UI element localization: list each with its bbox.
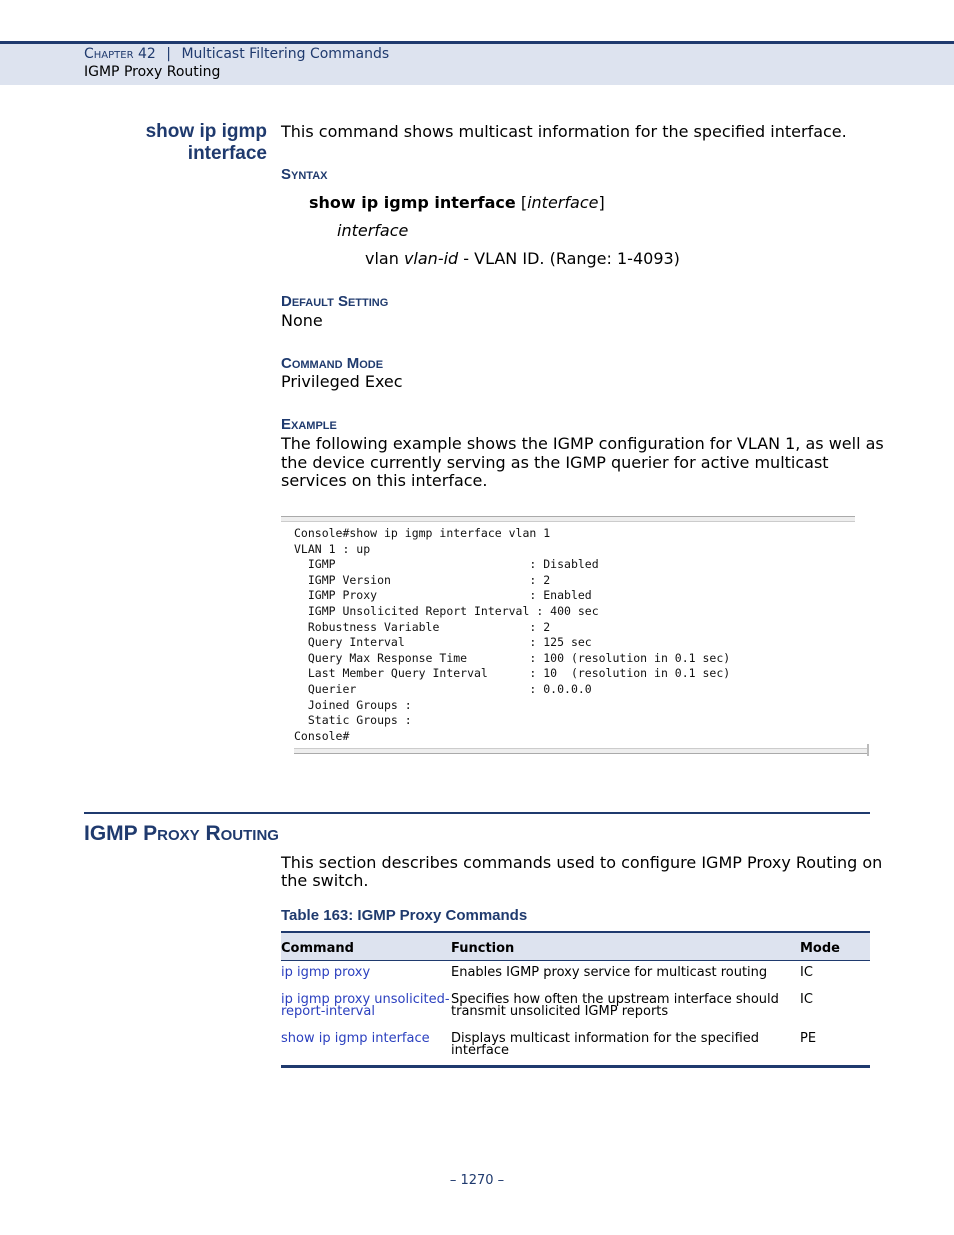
code-box-bottom-border <box>294 748 868 754</box>
example-heading: Example <box>281 416 337 433</box>
header-separator: | <box>166 46 171 62</box>
command-description: This command shows multicast information for the specified interface. <box>281 122 847 141</box>
parameter-name <box>337 222 408 241</box>
param-vlan-id: vlan-id <box>403 249 459 268</box>
table-row-3-function <box>451 1033 759 1057</box>
section-intro-line1: This section describes commands used to configure IGMP Proxy Routing on <box>281 853 883 872</box>
parameter-name-text: interface <box>337 221 409 240</box>
table-row-3-command[interactable]: show ip igmp interface <box>281 1031 430 1046</box>
table-row-1-command[interactable]: ip igmp proxy <box>281 965 371 980</box>
syntax-parameter: interface <box>527 193 599 212</box>
syntax-heading: Syntax <box>281 166 328 183</box>
default-setting-value: None <box>281 311 323 330</box>
example-text-line1: The following example shows the IGMP configuration for VLAN 1, as well as <box>281 434 884 453</box>
code-box-resize-grip <box>867 744 869 756</box>
table-row-1-mode: IC <box>800 965 813 980</box>
syntax-line <box>309 194 605 213</box>
command-mode-heading: Command Mode <box>281 355 384 372</box>
parameter-description <box>365 250 680 269</box>
section-title: IGMP Proxy Routing <box>84 822 279 845</box>
code-example: Console#show ip igmp interface vlan 1 VLAN 1 : up IGMP : Disabled IGMP Version : 2 IGMP Proxy : Enabled IGMP Unsolicited Report Interval : 400 sec Robustness Variable : 2 Query Interval : 125 sec Query Max Response Time : 100 (resolution in 0.1 sec) Last Member Query Interval : 10 (resolution in 0.1 sec) Querier : 0.0.0.0 Joined Groups : Static Groups : Console# <box>294 526 731 743</box>
table-row-3-mode: PE <box>800 1031 817 1046</box>
table-row-3-function-line2: interface <box>451 1043 509 1058</box>
syntax-open-bracket: [ <box>515 193 528 212</box>
chapter-label: Chapter 42 <box>84 46 156 62</box>
running-header-section: IGMP Proxy Routing <box>84 64 221 80</box>
table-row-2-mode: IC <box>800 992 813 1007</box>
syntax-command: show ip igmp interface <box>309 193 516 212</box>
default-setting-heading: Default Setting <box>281 293 389 310</box>
syntax-close-bracket: ] <box>598 193 605 212</box>
example-text-line2: the device currently serving as the IGMP querier for active multicast <box>281 453 829 472</box>
code-example-box <box>281 516 869 758</box>
section-intro-line2: the switch. <box>281 871 369 890</box>
command-title-line2: interface <box>187 143 267 164</box>
column-header-mode: Mode <box>800 941 840 956</box>
table-row-2-function <box>451 994 779 1018</box>
param-range: - VLAN ID. (Range: 1-4093) <box>458 249 680 268</box>
table-caption: Table 163: IGMP Proxy Commands <box>281 907 528 924</box>
section-divider <box>84 812 870 814</box>
column-header-function: Function <box>451 941 515 956</box>
table-row-2-function-line1: Specifies how often the upstream interface should <box>451 992 779 1007</box>
table-row-2-command-line1[interactable]: ip igmp proxy unsolicited- <box>281 992 450 1007</box>
param-vlan-keyword: vlan <box>365 249 404 268</box>
command-mode-value: Privileged Exec <box>281 372 403 391</box>
table-row-2-command[interactable] <box>281 994 450 1018</box>
table-row-1-function: Enables IGMP proxy service for multicast routing <box>451 965 768 980</box>
command-title-line1: show ip igmp <box>145 121 267 142</box>
running-header-chapter <box>84 46 389 62</box>
command-title <box>100 121 267 165</box>
table-bottom-rule <box>281 1065 870 1068</box>
table-row-2-command-line2[interactable]: report-interval <box>281 1004 375 1019</box>
column-header-command: Command <box>281 941 354 956</box>
page-number: – 1270 – <box>449 1173 505 1188</box>
table-row-3-function-line1: Displays multicast information for the specified <box>451 1031 760 1046</box>
code-box-top-border <box>281 516 855 522</box>
example-text-line3: services on this interface. <box>281 471 488 490</box>
table-header <box>281 931 870 961</box>
chapter-title: Multicast Filtering Commands <box>181 46 390 62</box>
table-row-2-function-line2: transmit unsolicited IGMP reports <box>451 1004 669 1019</box>
